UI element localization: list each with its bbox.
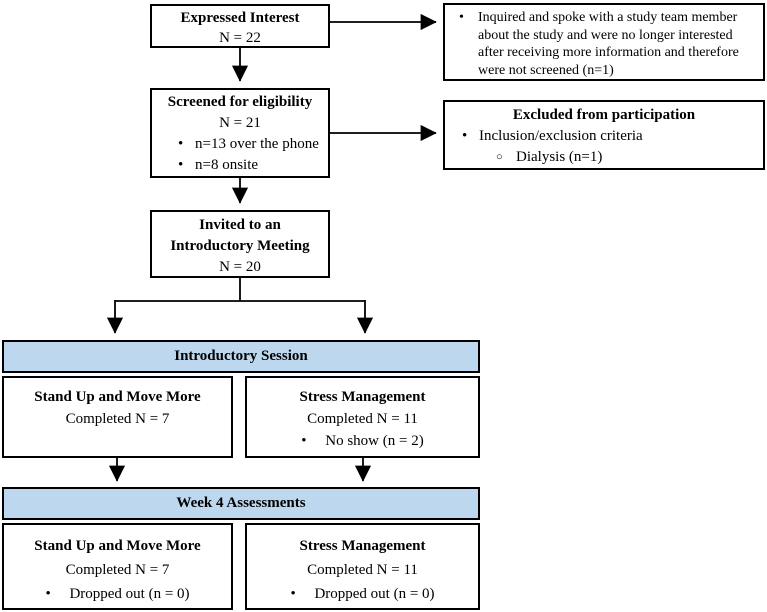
expressed-interest-title: Expressed Interest: [180, 10, 300, 26]
week4-stand-up-box: [2, 523, 233, 610]
week4-assessments-banner: [2, 487, 480, 520]
introductory-session-title: Introductory Session: [174, 348, 308, 364]
screened-bullet-phone: • n=13 over the phone: [178, 134, 328, 155]
intro-stand-up-completed: Completed N = 7: [65, 411, 170, 427]
excluded-bullet-criteria: • Inclusion/exclusion criteria: [462, 126, 763, 147]
screened-n: N = 21: [219, 115, 261, 131]
week4-stand-up-bullet-dropout: • Dropped out (n = 0): [45, 582, 189, 606]
excluded-subbullet-dialysis: ○ Dialysis (n=1): [496, 147, 763, 168]
not-screened-note-text: • Inquired and spoke with a study team member about the study and were no longer interested after receiving more information and therefore were not screened (n=1): [445, 9, 757, 79]
intro-stress-box: [245, 376, 480, 458]
intro-stand-up-box: [2, 376, 233, 458]
excluded-box: [443, 100, 765, 170]
week4-stand-up-completed: Completed N = 7: [65, 562, 170, 578]
invited-box: [150, 210, 330, 278]
week4-stress-box: [245, 523, 480, 610]
invited-title-line2: Introductory Meeting: [170, 238, 310, 254]
week4-assessments-title: Week 4 Assessments: [176, 495, 306, 511]
intro-stress-title: Stress Management: [299, 389, 426, 405]
week4-stress-title: Stress Management: [299, 538, 426, 554]
not-screened-note-box: [443, 3, 765, 81]
excluded-title: Excluded from participation: [512, 107, 696, 123]
intro-stand-up-title: Stand Up and Move More: [34, 389, 201, 405]
week4-stress-completed: Completed N = 11: [307, 562, 418, 578]
screened-bullet-onsite: • n=8 onsite: [178, 155, 328, 176]
connector-invited-split: [115, 278, 365, 301]
expressed-interest-n: N = 22: [219, 30, 261, 46]
screened-title: Screened for eligibility: [167, 94, 313, 110]
introductory-session-banner: [2, 340, 480, 373]
intro-stress-completed: Completed N = 11: [307, 411, 418, 427]
week4-stress-bullet-dropout: • Dropped out (n = 0): [290, 582, 434, 606]
intro-stress-bullet-noshow: • No show (n = 2): [301, 430, 423, 452]
invited-n: N = 20: [219, 259, 261, 275]
screened-for-eligibility-box: [150, 88, 330, 178]
expressed-interest-box: [150, 4, 330, 48]
week4-stand-up-title: Stand Up and Move More: [34, 538, 201, 554]
invited-title-line1: Invited to an: [199, 217, 281, 233]
